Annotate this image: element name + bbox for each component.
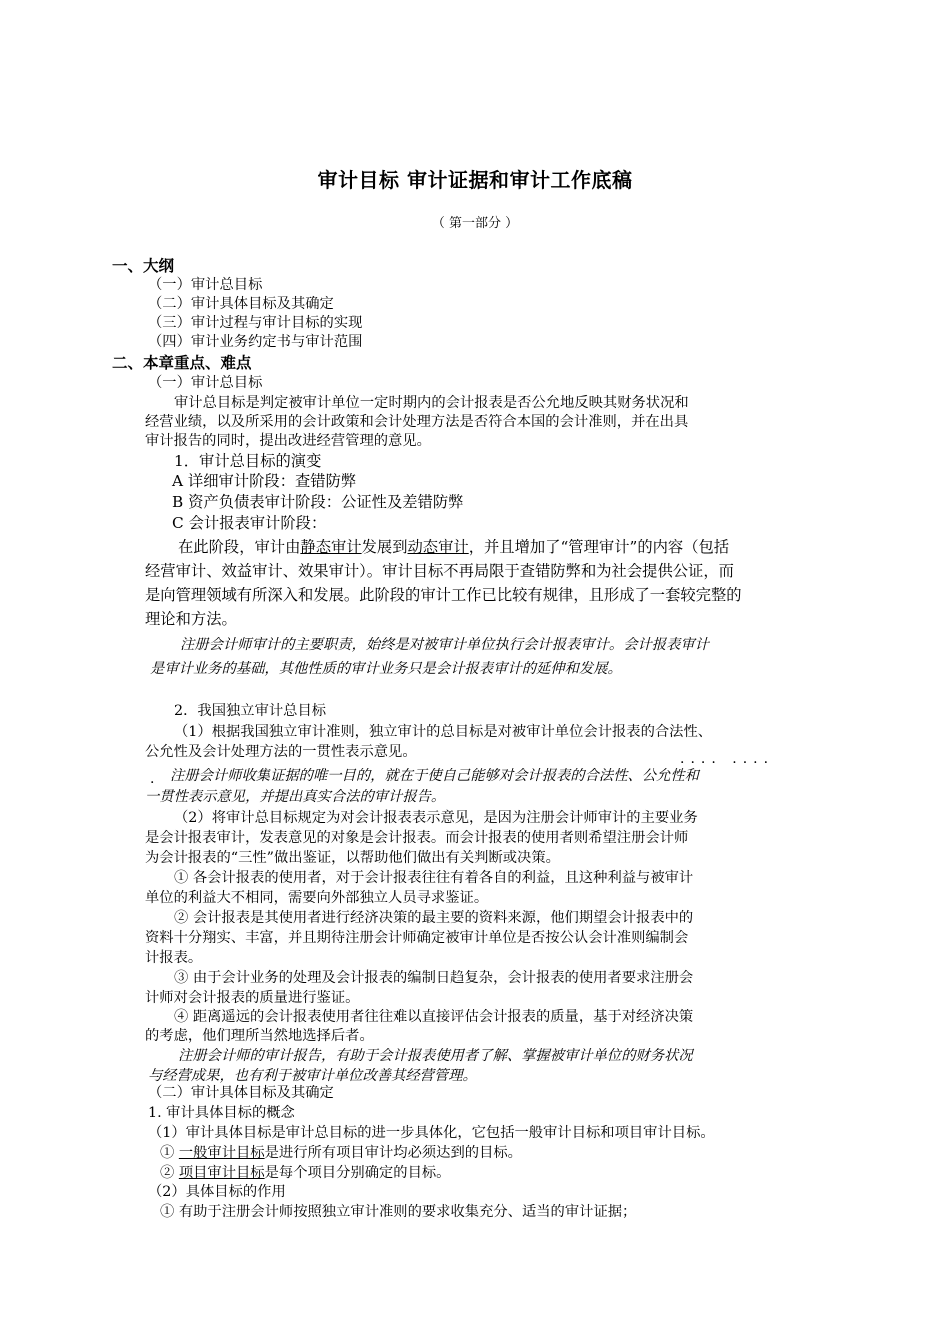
list-item: 的考虑，他们理所当然地选择后者。: [145, 1028, 374, 1044]
list-item: [160, 1143, 522, 1163]
outline-heading: 一、大纲: [112, 257, 175, 275]
paragraph-line: （1）审计具体目标是审计总目标的进一步具体化，它包括一般审计目标和项目审计目标。: [148, 1125, 715, 1141]
note-line: 注册会计师收集证据的唯一目的，就在于使自己能够对会计报表的合法性、公允性和: [170, 768, 699, 784]
list-item: ② 会计报表是其使用者进行经济决策的最主要的资料来源，他们期望会计报表中的: [174, 910, 694, 926]
paragraph-line: 审计报告的同时，提出改进经营管理的意见。: [145, 433, 431, 449]
emphasis-dots: ·: [150, 775, 161, 791]
paragraph-line: 公允性及会计处理方法的一贯性表示意见。: [145, 744, 417, 760]
subsection-heading: 1．审计总目标的演变: [174, 452, 322, 470]
outline-item: （四）审计业务约定书与审计范围: [148, 334, 363, 350]
note-line: 一贯性表示意见，并提出真实合法的审计报告。: [145, 789, 446, 805]
text-run: 是进行所有项目审计均必须达到的目标。: [264, 1145, 522, 1161]
note-line: 是审计业务的基础，其他性质的审计业务只是会计报表审计的延伸和发展。: [150, 661, 622, 677]
list-item: [160, 1163, 450, 1183]
outline-item: （三）审计过程与审计目标的实现: [148, 315, 363, 331]
document-subtitle: （ 第一部分 ）: [431, 216, 519, 231]
paragraph-line: （2）将审计总目标规定为对会计报表表示意见，是因为注册会计师审计的主要业务: [174, 810, 698, 826]
stage-item: C 会计报表审计阶段：: [172, 514, 327, 532]
document-title: 审计目标 审计证据和审计工作底稿: [317, 168, 633, 192]
paragraph-line: （1）根据我国独立审计准则，独立审计的总目标是对被审计单位会计报表的合法性、: [174, 724, 713, 740]
subsection-heading: 1. 审计具体目标的概念: [148, 1105, 295, 1121]
text-run: 在此阶段，审计由: [178, 538, 301, 556]
underlined-term: 动态审计: [407, 538, 469, 556]
stage-item: A 详细审计阶段：查错防弊: [172, 472, 357, 490]
text-run: ，并且增加了“管理审计”的内容（包括: [468, 538, 730, 556]
emphasis-dots: ···· ····: [680, 755, 775, 771]
key-heading: 二、本章重点、难点: [112, 354, 252, 372]
paragraph-line: 经营业绩，以及所采用的会计政策和会计处理方法是否符合本国的会计准则，并在出具: [145, 414, 689, 430]
paragraph-line: 是会计报表审计，发表意见的对象是会计报表。而会计报表的使用者则希望注册会计师: [145, 830, 689, 846]
section-heading: （二）审计具体目标及其确定: [148, 1085, 334, 1101]
paragraph-line: 是向管理领域有所深入和发展。此阶段的审计工作已比较有规律，且形成了一套较完整的: [145, 586, 742, 604]
list-item: 单位的利益大不相同，需要向外部独立人员寻求鉴证。: [145, 890, 489, 906]
underlined-term: 一般审计目标: [178, 1145, 265, 1161]
note-line: 注册会计师的审计报告，有助于会计报表使用者了解、掌握被审计单位的财务状况: [178, 1048, 693, 1064]
list-item: 计报表。: [145, 950, 203, 966]
list-number: ①: [160, 1145, 175, 1161]
subsection-heading: 2．我国独立审计总目标: [174, 703, 327, 719]
paragraph-line: 经营审计、效益审计、效果审计）。审计目标不再局限于查错防弊和为社会提供公证，而: [145, 562, 734, 580]
list-item: ④ 距离遥远的会计报表使用者往往难以直接评估会计报表的质量，基于对经济决策: [174, 1009, 694, 1025]
note-line: 与经营成果，也有利于被审计单位改善其经营管理。: [148, 1068, 477, 1084]
paragraph-line: 理论和方法。: [145, 610, 237, 628]
list-item: 资料十分翔实、丰富，并且期待注册会计师确定被审计单位是否按公认会计准则编制会: [145, 930, 689, 946]
underlined-term: 项目审计目标: [178, 1165, 265, 1181]
note-line: 注册会计师审计的主要职责，始终是对被审计单位执行会计报表审计。会计报表审计: [180, 637, 709, 653]
list-item: ① 各会计报表的使用者，对于会计报表往往有着各自的利益，且这种利益与被审计: [174, 870, 694, 886]
underlined-term: 静态审计: [300, 538, 362, 556]
paragraph-line: [178, 534, 729, 560]
stage-item: B 资产负债表审计阶段：公证性及差错防弊: [172, 493, 464, 511]
list-item: ③ 由于会计业务的处理及会计报表的编制日趋复杂，会计报表的使用者要求注册会: [174, 970, 694, 986]
outline-item: （二）审计具体目标及其确定: [148, 296, 334, 312]
list-item: ① 有助于注册会计师按照独立审计准则的要求收集充分、适当的审计证据；: [160, 1204, 637, 1220]
paragraph-line: 审计总目标是判定被审计单位一定时期内的会计报表是否公允地反映其财务状况和: [174, 395, 689, 411]
paragraph-line: 为会计报表的“三性”做出鉴证，以帮助他们做出有关判断或决策。: [145, 850, 560, 866]
text-run: 是每个项目分别确定的目标。: [264, 1165, 451, 1181]
text-run: 发展到: [361, 538, 408, 556]
outline-item: （一）审计总目标: [148, 277, 263, 293]
list-number: ②: [160, 1165, 175, 1181]
list-item: 计师对会计报表的质量进行鉴证。: [145, 990, 360, 1006]
section-heading: （一）审计总目标: [148, 375, 263, 391]
subsection-heading: （2）具体目标的作用: [148, 1184, 286, 1200]
